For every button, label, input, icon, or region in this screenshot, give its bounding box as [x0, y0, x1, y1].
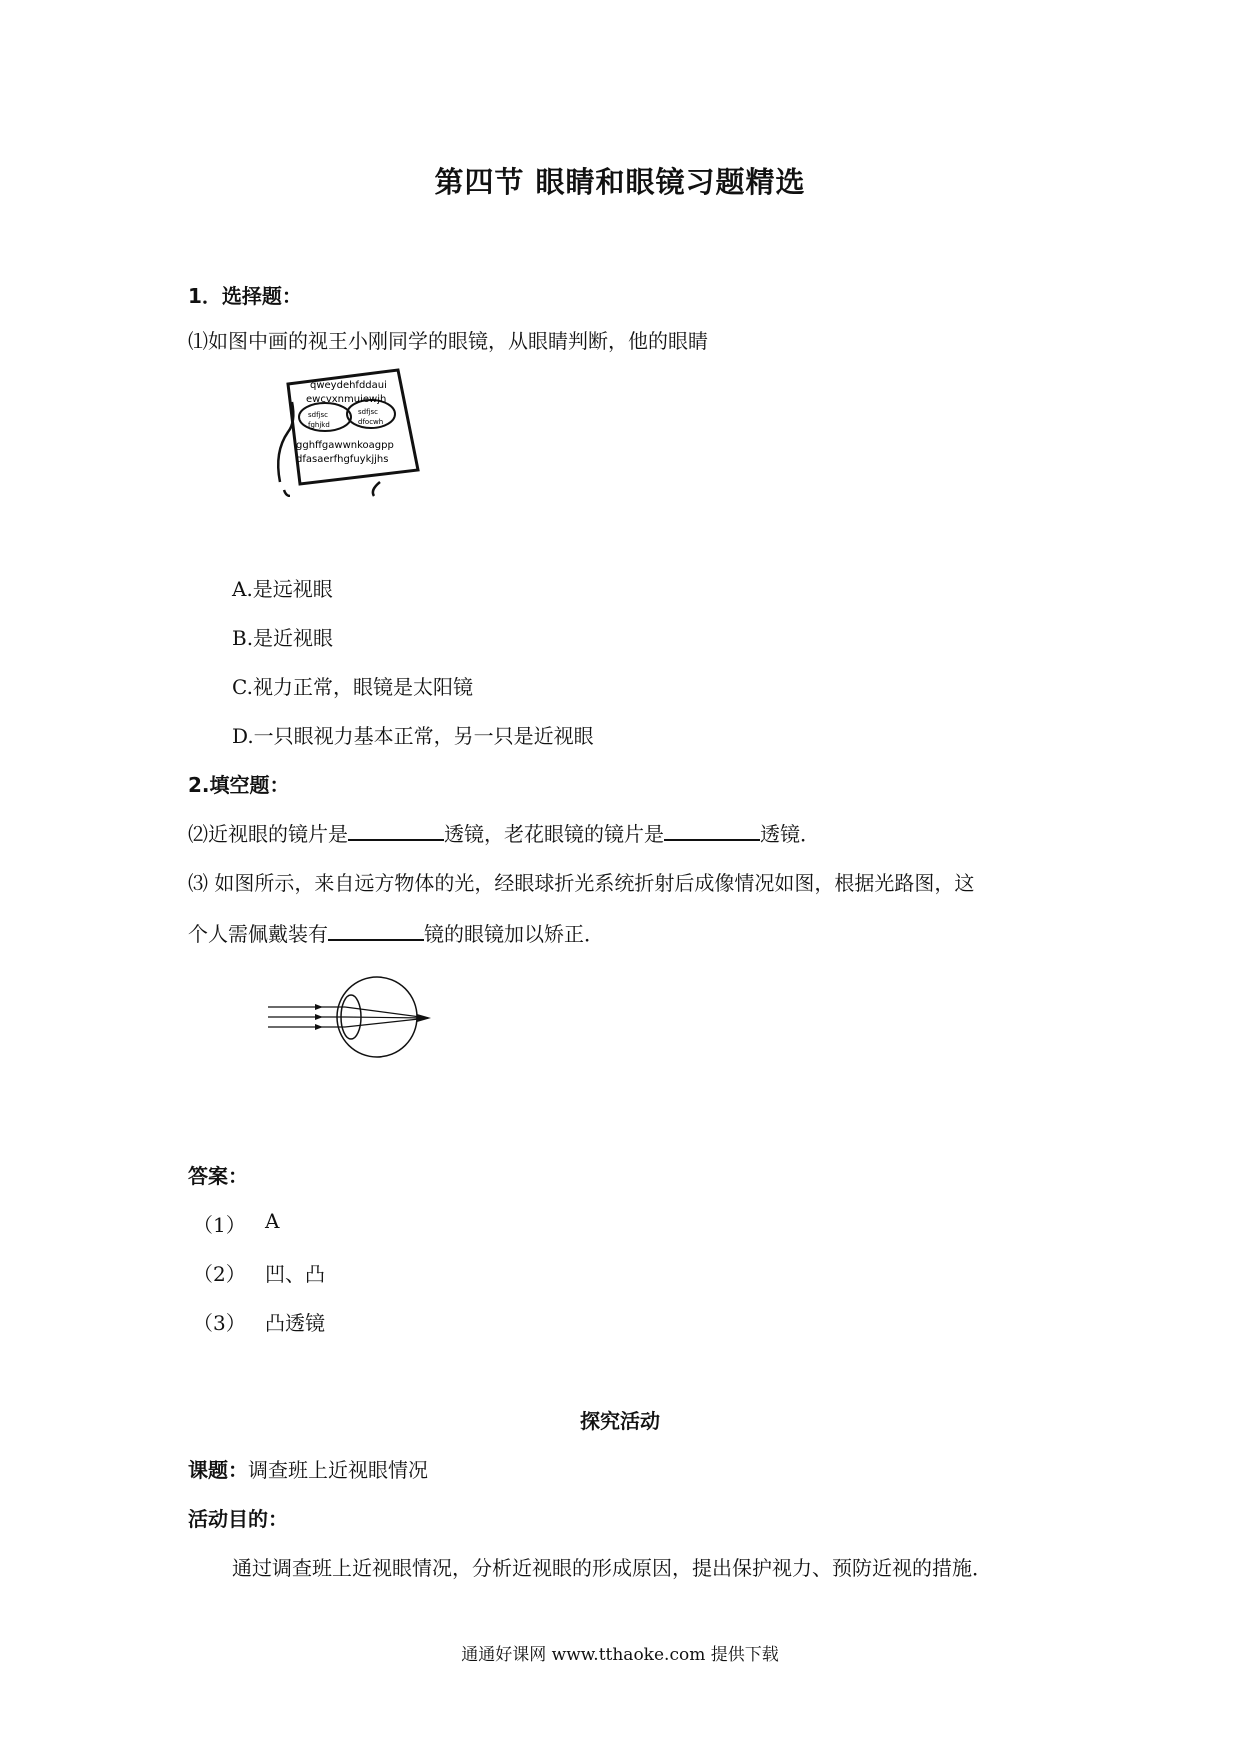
chart-text-line: ewcvxnmuiewjh: [306, 394, 387, 405]
question-3-part2: 镜的眼镜加以矫正．: [424, 922, 604, 946]
chart-text-line: sdfjsc: [308, 411, 328, 419]
question-3-line2: [188, 918, 604, 947]
option-a: A.是远视眼: [232, 577, 333, 601]
activity-topic: [188, 1454, 428, 1483]
chart-text-line: sdfjsc: [358, 408, 378, 416]
option-c: C.视力正常，眼镜是太阳镜: [232, 675, 473, 699]
question-2-part1: ⑵近视眼的镜片是: [188, 822, 348, 846]
answer-2: 凹、凸: [265, 1262, 325, 1286]
answer-3: 凸透镜: [265, 1311, 325, 1335]
option-d: D.一只眼视力基本正常，另一只是近视眼: [232, 724, 594, 748]
activity-heading: 探究活动: [580, 1409, 660, 1433]
activity-purpose-label: 活动目的：: [188, 1507, 288, 1531]
arrow-head-icon: [315, 1024, 323, 1030]
answer-3-number: （3）: [193, 1311, 246, 1335]
page-footer: 通通好课网 www.tthaoke.com 提供下载: [461, 1645, 779, 1665]
topic-text: 调查班上近视眼情况: [248, 1458, 428, 1482]
section1-heading: 1．选择题：: [188, 284, 302, 308]
refracted-ray: [345, 1017, 428, 1018]
activity-purpose: 通过调查班上近视眼情况，分析近视眼的形成原因，提出保护视力、预防近视的措施．: [232, 1556, 992, 1580]
chart-hand-outline: [373, 482, 380, 496]
topic-label: 课题：: [188, 1458, 248, 1482]
question-3-part1: 个人需佩戴装有: [188, 922, 328, 946]
eye-light-path-figure: [265, 970, 440, 1065]
chart-text-line: fghjkd: [308, 421, 330, 429]
chart-text-line: dfasaerfhgfuykjjhs: [296, 454, 389, 465]
section2-heading: 2.填空题：: [188, 773, 290, 797]
option-b: B.是近视眼: [232, 626, 334, 650]
arrow-head-icon: [315, 1004, 323, 1010]
answer-blank: [328, 921, 424, 941]
answers-heading: 答案：: [188, 1164, 248, 1188]
question-2-part2: 透镜，老花眼镜的镜片是: [444, 822, 664, 846]
arrow-head-icon: [315, 1014, 323, 1020]
chart-text-line: dfocwh: [358, 418, 384, 426]
question-3-line1: ⑶ 如图所示，来自远方物体的光，经眼球折光系统折射后成像情况如图，根据光路图，这: [188, 871, 975, 895]
question-2-part3: 透镜．: [760, 822, 820, 846]
chart-hand-outline: [284, 490, 290, 496]
answer-blank: [664, 821, 760, 841]
chart-text-line: qweydehfddaui: [310, 380, 387, 391]
answer-2-number: （2）: [193, 1262, 246, 1286]
question-2: [188, 818, 820, 847]
answer-1: A: [265, 1209, 280, 1233]
answer-1-number: （1）: [193, 1213, 246, 1237]
question-1: ⑴如图中画的视王小刚同学的眼镜，从眼睛判断，他的眼睛: [188, 329, 708, 353]
glasses-chart-figure: [270, 362, 430, 497]
page-title: 第四节 眼睛和眼镜习题精选: [434, 165, 806, 199]
focal-arrow-icon: [417, 1014, 431, 1022]
chart-text-line: gghffgawwnkoagpp: [296, 440, 394, 451]
answer-blank: [348, 821, 444, 841]
